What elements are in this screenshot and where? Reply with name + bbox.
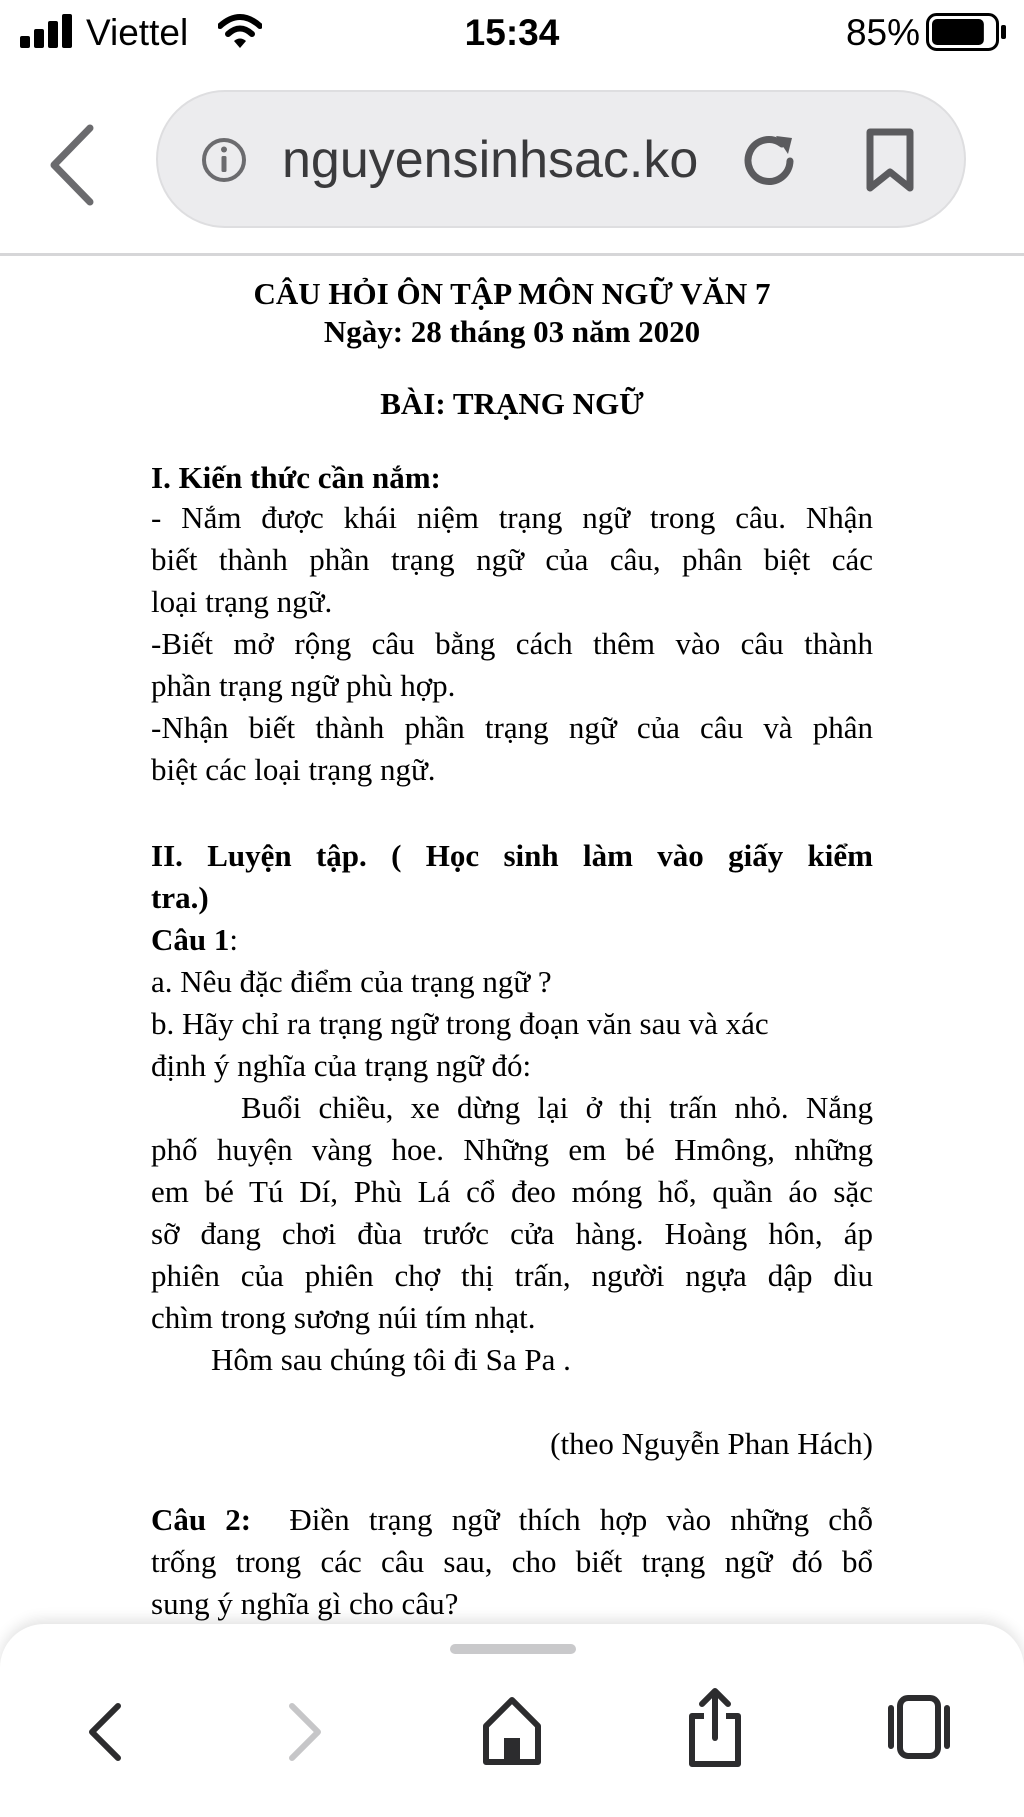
section1-line: phần trạng ngữ phù hợp. [151,668,456,703]
battery-percent: 85% [845,12,920,53]
passage-line: phố huyện vàng hoe. Những em bé Hmông, những [151,1132,873,1167]
browser-address-row [0,66,1024,256]
passage-line: chìm trong sương núi tím nhạt. [151,1300,536,1335]
section2-heading: II. Luyện tập. ( Học sinh làm vào giấy kiểm [151,838,873,873]
back-chevron-icon[interactable] [46,124,98,206]
question2-line: sung ý nghĩa gì cho câu? [151,1586,459,1621]
question2-line [151,1500,873,1540]
sheet-grabber[interactable] [450,1644,576,1654]
question1-label-text: Câu 1 [151,922,230,957]
question1-line: định ý nghĩa của trạng ngữ đó: [151,1048,532,1083]
passage-line: Hôm sau chúng tôi đi Sa Pa . [211,1342,571,1377]
passage-line: sỡ đang chơi đùa trước cửa hàng. Hoàng hôn, áp [151,1216,873,1251]
question2-label: Câu 2: [151,1502,252,1537]
question1-line: a. Nêu đặc điểm của trạng ngữ ? [151,964,552,999]
tabs-icon[interactable] [886,1694,952,1760]
passage-line: Buổi chiều, xe dừng lại ở thị trấn nhỏ. Nắng [241,1090,873,1125]
document-title: CÂU HỎI ÔN TẬP MÔN NGỮ VĂN 7 [253,276,771,311]
question2-text: Điền trạng ngữ thích hợp vào những chỗ [251,1502,873,1537]
chevron-left-icon[interactable] [84,1702,124,1762]
section1-line: biệt các loại trạng ngữ. [151,752,436,787]
status-bar [0,0,1024,66]
section1-line: - Nắm được khái niệm trạng ngữ trong câu. Nhận [151,500,873,535]
battery-level-fill [932,19,984,45]
section1-heading: I. Kiến thức cần nắm: [151,460,441,495]
attribution: (theo Nguyễn Phan Hách) [550,1426,873,1461]
share-icon[interactable] [686,1686,744,1768]
home-icon[interactable] [480,1694,544,1766]
section1-line: loại trạng ngữ. [151,584,333,619]
lesson-title: BÀI: TRẠNG NGỮ [380,386,644,421]
passage-line: phiên của phiên chợ thị trấn, người ngựa dập dìu [151,1258,873,1293]
reload-icon[interactable] [738,130,800,192]
question1-line: b. Hãy chỉ ra trạng ngữ trong đoạn văn sau và xác [151,1006,769,1041]
battery-icon [926,13,1008,51]
clock: 15:34 [464,12,560,53]
passage-line: em bé Tú Dí, Phù Lá cổ đeo móng hổ, quần áo sặc [151,1174,873,1209]
info-circle-icon[interactable] [200,136,248,184]
bookmark-icon[interactable] [864,128,916,192]
question2-line: trống trong các câu sau, cho biết trạng ngữ đó bổ [151,1544,873,1579]
document-page [0,256,1024,1626]
url-bar[interactable] [156,90,966,228]
url-text[interactable]: nguyensinhsac.ko [282,131,699,189]
question1-colon: : [229,922,239,957]
carrier-name: Viettel [86,12,189,53]
section1-line: -Nhận biết thành phần trạng ngữ của câu và phân [151,710,873,745]
section1-line: -Biết mở rộng câu bằng cách thêm vào câu thành [151,626,873,661]
section1-line: biết thành phần trạng ngữ của câu, phân biệt các [151,542,873,577]
document-date: Ngày: 28 tháng 03 năm 2020 [323,314,701,349]
bottom-toolbar [0,1624,1024,1817]
question1-label [151,920,238,960]
chevron-right-icon[interactable] [286,1702,326,1762]
section2-heading-cont: tra.) [151,880,209,915]
